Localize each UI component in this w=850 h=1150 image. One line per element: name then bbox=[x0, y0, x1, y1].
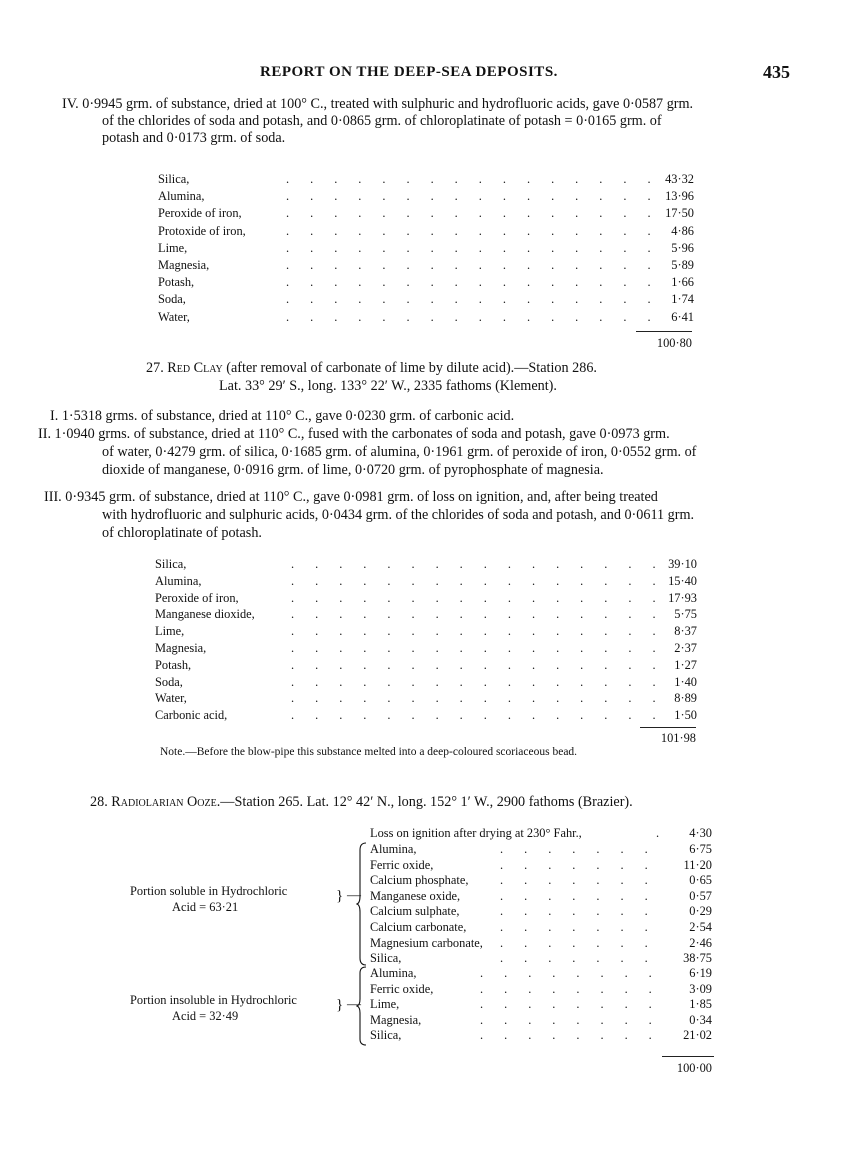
row-value: 6·75 bbox=[689, 842, 712, 856]
row-value: 43·32 bbox=[665, 172, 694, 186]
dot-leader: ................ bbox=[291, 657, 677, 672]
dot-leader: ................ bbox=[286, 292, 672, 307]
section-iv-line-2: of the chlorides of soda and potash, and 0·0865 grm. of chloroplatinate of potash = 0·0165 grm. of bbox=[102, 113, 662, 129]
table-row bbox=[370, 920, 715, 935]
dot-leader: ................ bbox=[291, 607, 677, 622]
table-row bbox=[158, 292, 698, 307]
row-value: 17·93 bbox=[668, 590, 697, 605]
dot-leader: ................ bbox=[291, 624, 677, 639]
table-row bbox=[370, 1028, 715, 1043]
section-number: 27. bbox=[146, 360, 164, 376]
dot-leader: ................ bbox=[291, 691, 677, 706]
analysis-table-iv bbox=[158, 172, 698, 332]
table-row bbox=[155, 591, 700, 606]
table-row bbox=[158, 310, 698, 325]
dot-leader: ........ bbox=[480, 1028, 673, 1043]
table-row bbox=[158, 206, 698, 221]
row-label: Alumina, bbox=[370, 966, 417, 980]
loss-on-ignition-label: Loss on ignition after drying at 230° Fahr., bbox=[370, 826, 582, 840]
soluble-dash: — bbox=[347, 888, 361, 903]
dot-leader: ................ bbox=[286, 258, 672, 272]
table-row bbox=[370, 951, 715, 966]
table-row bbox=[155, 658, 700, 673]
section-27-para-iii-line-1: III. 0·9345 grm. of substance, dried at 110° C., gave 0·0981 grm. of loss on ignition, and, after being treated bbox=[44, 489, 658, 505]
insoluble-table bbox=[370, 966, 715, 1046]
dot-leader: ................ bbox=[291, 557, 677, 571]
loss-dot: . bbox=[656, 826, 660, 840]
row-label: Potash, bbox=[155, 657, 192, 672]
dot-leader: ................ bbox=[286, 240, 672, 255]
row-value: 8·89 bbox=[674, 691, 697, 706]
table-row bbox=[370, 997, 715, 1012]
row-value: 39·10 bbox=[668, 557, 697, 571]
row-label: Silica, bbox=[158, 172, 190, 186]
table-row bbox=[155, 691, 700, 706]
row-value: 38·75 bbox=[683, 951, 712, 966]
total-value: 101·98 bbox=[660, 731, 696, 745]
row-value: 1·50 bbox=[674, 708, 697, 723]
section-27-para-iii-line-2: with hydrofluoric and sulphuric acids, 0·0434 grm. of the chlorides of soda and potash, and 0·0611 grm. bbox=[102, 507, 695, 523]
row-label: Water, bbox=[155, 691, 187, 706]
row-label: Soda, bbox=[158, 292, 186, 307]
insoluble-dash: — bbox=[347, 997, 361, 1012]
table-row bbox=[370, 858, 715, 873]
total-value: 100·00 bbox=[676, 1061, 712, 1075]
dot-leader: ....... bbox=[500, 951, 669, 966]
loss-on-ignition-value: 4·30 bbox=[689, 826, 712, 840]
page-title: REPORT ON THE DEEP-SEA DEPOSITS. bbox=[260, 64, 558, 80]
row-label: Protoxide of iron, bbox=[158, 223, 246, 238]
row-label: Silica, bbox=[370, 1028, 402, 1043]
dot-leader: ................ bbox=[291, 590, 677, 605]
row-label: Magnesia, bbox=[370, 1012, 422, 1027]
section-iv-line-3: potash and 0·0173 grm. of soda. bbox=[102, 130, 286, 146]
row-value: 6·19 bbox=[689, 966, 712, 980]
dot-leader: ....... bbox=[500, 873, 669, 888]
row-value: 1·27 bbox=[674, 657, 697, 672]
section-27-location: Lat. 33° 29′ S., long. 133° 22′ W., 2335 fathoms (Klement). bbox=[219, 378, 557, 394]
row-label: Calcium sulphate, bbox=[370, 904, 460, 919]
row-label: Ferric oxide, bbox=[370, 981, 434, 996]
row-label: Alumina, bbox=[155, 573, 202, 588]
row-label: Lime, bbox=[158, 240, 188, 255]
row-label: Magnesia, bbox=[155, 641, 207, 655]
table-row bbox=[155, 557, 700, 572]
row-value: 3·09 bbox=[689, 981, 712, 996]
row-value: 0·34 bbox=[689, 1012, 712, 1027]
row-label: Magnesia, bbox=[158, 258, 210, 272]
table-row bbox=[155, 607, 700, 622]
row-label: Manganese oxide, bbox=[370, 888, 461, 903]
table-row bbox=[155, 675, 700, 690]
row-value: 1·40 bbox=[674, 674, 697, 689]
dot-leader: ....... bbox=[500, 920, 669, 934]
section-27-para-iii-line-3: of chloroplatinate of potash. bbox=[102, 525, 262, 541]
table-row bbox=[370, 1013, 715, 1028]
soluble-portion-label: Portion soluble in Hydrochloric bbox=[130, 884, 288, 898]
table-row bbox=[370, 842, 715, 857]
row-label: Water, bbox=[158, 309, 190, 324]
table-row bbox=[370, 982, 715, 997]
dot-leader: ................ bbox=[286, 206, 672, 221]
row-label: Magnesium carbonate, bbox=[370, 935, 483, 950]
row-value: 2·46 bbox=[689, 935, 712, 950]
dot-leader: ........ bbox=[480, 997, 673, 1012]
section-28-heading bbox=[90, 794, 633, 811]
section-number: 28. bbox=[90, 794, 108, 810]
row-label: Silica, bbox=[155, 557, 187, 571]
section-heading-rest: —Station 265. Lat. 12° 42′ N., long. 152° 1′ W., 2900 fathoms (Brazier). bbox=[220, 794, 633, 810]
table-row bbox=[158, 224, 698, 239]
row-value: 5·96 bbox=[671, 240, 694, 255]
insoluble-portion-label: Portion insoluble in Hydrochloric bbox=[130, 993, 297, 1007]
section-name: Radiolarian Ooze. bbox=[111, 794, 221, 810]
dot-leader: ....... bbox=[500, 935, 669, 950]
table-row bbox=[155, 574, 700, 589]
row-value: 0·57 bbox=[689, 888, 712, 903]
row-value: 2·54 bbox=[689, 920, 712, 934]
table-row bbox=[370, 904, 715, 919]
row-label: Carbonic acid, bbox=[155, 708, 228, 723]
section-iv-line-1: IV. 0·9945 grm. of substance, dried at 100° C., treated with sulphuric and hydrofluoric acids, gave 0·0587 grm. bbox=[62, 96, 694, 112]
dot-leader: ................ bbox=[291, 674, 677, 689]
insoluble-left-brace bbox=[356, 966, 368, 1046]
dot-leader: ........ bbox=[480, 966, 673, 980]
dot-leader: ................ bbox=[286, 223, 672, 238]
row-value: 6·41 bbox=[671, 309, 694, 324]
table-row bbox=[158, 241, 698, 256]
table-row bbox=[370, 873, 715, 888]
row-label: Silica, bbox=[370, 951, 402, 966]
dot-leader: ................ bbox=[291, 573, 677, 588]
soluble-left-brace bbox=[356, 842, 368, 966]
dot-leader: ....... bbox=[500, 904, 669, 919]
dot-leader: ................ bbox=[286, 275, 672, 290]
section-27-heading bbox=[146, 360, 597, 377]
row-label: Calcium phosphate, bbox=[370, 873, 469, 888]
insoluble-outer-brace: } bbox=[336, 997, 344, 1013]
row-value: 17·50 bbox=[665, 206, 694, 221]
table-row bbox=[155, 708, 700, 723]
row-value: 0·29 bbox=[689, 904, 712, 919]
section-27-para-ii-line-2: of water, 0·4279 grm. of silica, 0·1685 grm. of alumina, 0·1961 grm. of peroxide of iron, 0·0552 grm. of bbox=[102, 444, 697, 460]
row-label: Lime, bbox=[155, 624, 185, 639]
row-label: Lime, bbox=[370, 997, 400, 1012]
soluble-outer-brace: } bbox=[336, 888, 344, 904]
dot-leader: ................ bbox=[286, 172, 672, 186]
table-row bbox=[155, 641, 700, 656]
row-value: 1·85 bbox=[689, 997, 712, 1012]
dot-leader: ................ bbox=[291, 641, 677, 655]
dot-leader: ................ bbox=[286, 309, 672, 324]
row-label: Ferric oxide, bbox=[370, 857, 434, 872]
row-label: Alumina, bbox=[158, 189, 205, 204]
row-label: Peroxide of iron, bbox=[155, 590, 239, 605]
section-heading-rest: (after removal of carbonate of lime by dilute acid).—Station 286. bbox=[226, 360, 597, 376]
total-rule bbox=[636, 331, 692, 332]
soluble-table bbox=[370, 842, 715, 966]
dot-leader: ....... bbox=[500, 857, 669, 872]
soluble-portion-acid: Acid = 63·21 bbox=[172, 900, 239, 914]
table-row bbox=[158, 172, 698, 187]
insoluble-portion-acid: Acid = 32·49 bbox=[172, 1009, 239, 1023]
row-value: 1·74 bbox=[671, 292, 694, 307]
table-row bbox=[370, 889, 715, 904]
row-value: 5·89 bbox=[671, 258, 694, 272]
row-value: 15·40 bbox=[668, 573, 697, 588]
row-label: Soda, bbox=[155, 674, 183, 689]
table-row bbox=[158, 258, 698, 273]
row-label: Peroxide of iron, bbox=[158, 206, 242, 221]
row-value: 0·65 bbox=[689, 873, 712, 888]
row-value: 5·75 bbox=[674, 607, 697, 622]
row-value: 2·37 bbox=[674, 641, 697, 655]
table-row bbox=[158, 275, 698, 290]
page-header bbox=[0, 64, 850, 86]
row-value: 21·02 bbox=[683, 1028, 712, 1043]
table-row bbox=[370, 966, 715, 981]
section-27-para-ii-line-1: II. 1·0940 grms. of substance, dried at 110° C., fused with the carbonates of soda and potash, gave 0·0973 grm. bbox=[38, 426, 670, 442]
total-rule bbox=[662, 1056, 714, 1057]
row-value: 8·37 bbox=[674, 624, 697, 639]
page-number: 435 bbox=[763, 62, 790, 82]
total-rule bbox=[640, 727, 696, 728]
section-name: Red Clay bbox=[167, 360, 223, 376]
table-row bbox=[370, 936, 715, 951]
table-row bbox=[155, 624, 700, 639]
section-27-para-ii-line-3: dioxide of manganese, 0·0916 grm. of lime, 0·0720 grm. of pyrophosphate of magnesia. bbox=[102, 462, 604, 478]
analysis-table-27 bbox=[155, 557, 700, 727]
row-label: Potash, bbox=[158, 275, 195, 290]
dot-leader: ........ bbox=[480, 1012, 673, 1027]
dot-leader: ................ bbox=[286, 189, 672, 204]
row-value: 4·86 bbox=[671, 223, 694, 238]
dot-leader: ........ bbox=[480, 981, 673, 996]
row-label: Calcium carbonate, bbox=[370, 920, 467, 934]
row-label: Alumina, bbox=[370, 842, 417, 856]
section-27-para-i: I. 1·5318 grms. of substance, dried at 110° C., gave 0·0230 grm. of carbonic acid. bbox=[50, 408, 515, 424]
dot-leader: ................ bbox=[291, 708, 677, 723]
total-value: 100·80 bbox=[656, 336, 692, 350]
table-row bbox=[158, 189, 698, 204]
row-label: Manganese dioxide, bbox=[155, 607, 255, 622]
row-value: 1·66 bbox=[671, 275, 694, 290]
row-value: 13·96 bbox=[665, 189, 694, 204]
dot-leader: ....... bbox=[500, 888, 669, 903]
dot-leader: ....... bbox=[500, 842, 669, 856]
row-value: 11·20 bbox=[683, 857, 712, 872]
note-text: Note.—Before the blow-pipe this substance melted into a deep-coloured scoriaceous bead. bbox=[160, 746, 578, 758]
